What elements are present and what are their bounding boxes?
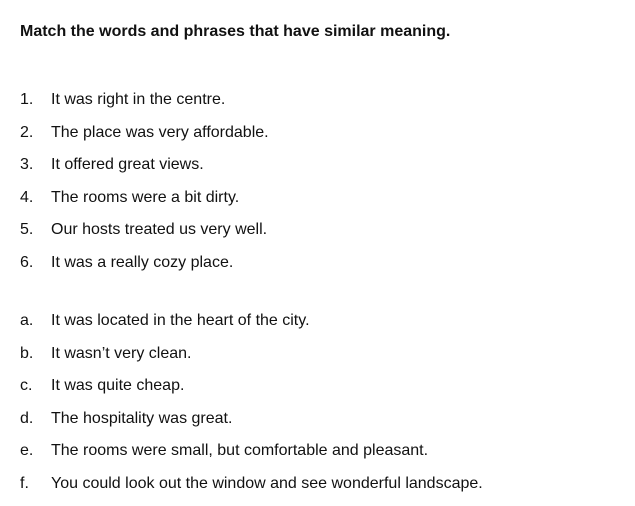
item-number: 6. (20, 253, 51, 273)
numbered-item-4 (20, 188, 269, 221)
lettered-sentence-list (20, 311, 483, 506)
item-number: 1. (20, 90, 51, 110)
item-text: It was quite cheap. (51, 376, 184, 396)
instruction-title: Match the words and phrases that have similar meaning. (20, 22, 450, 42)
item-number: 4. (20, 188, 51, 208)
item-letter: c. (20, 376, 51, 396)
item-letter: b. (20, 344, 51, 364)
item-text: The rooms were small, but comfortable and pleasant. (51, 441, 428, 461)
numbered-item-2 (20, 123, 269, 156)
numbered-item-3 (20, 155, 269, 188)
item-text: You could look out the window and see wonderful landscape. (51, 474, 483, 494)
item-number: 2. (20, 123, 51, 143)
numbered-item-6 (20, 253, 269, 286)
numbered-item-1 (20, 90, 269, 123)
item-number: 3. (20, 155, 51, 175)
item-text: The hospitality was great. (51, 409, 232, 429)
item-text: It was a really cozy place. (51, 253, 233, 273)
item-letter: a. (20, 311, 51, 331)
item-text: The place was very affordable. (51, 123, 269, 143)
item-text: It offered great views. (51, 155, 204, 175)
item-text: The rooms were a bit dirty. (51, 188, 239, 208)
item-text: It was located in the heart of the city. (51, 311, 310, 331)
item-letter: e. (20, 441, 51, 461)
item-text: It wasn’t very clean. (51, 344, 192, 364)
item-text: It was right in the centre. (51, 90, 225, 110)
item-letter: f. (20, 474, 51, 494)
lettered-item-f (20, 474, 483, 506)
numbered-item-5 (20, 220, 269, 253)
item-letter: d. (20, 409, 51, 429)
lettered-item-b (20, 344, 483, 377)
item-number: 5. (20, 220, 51, 240)
lettered-item-a (20, 311, 483, 344)
item-text: Our hosts treated us very well. (51, 220, 267, 240)
lettered-item-c (20, 376, 483, 409)
lettered-item-d (20, 409, 483, 442)
numbered-sentence-list (20, 90, 269, 285)
lettered-item-e (20, 441, 483, 474)
